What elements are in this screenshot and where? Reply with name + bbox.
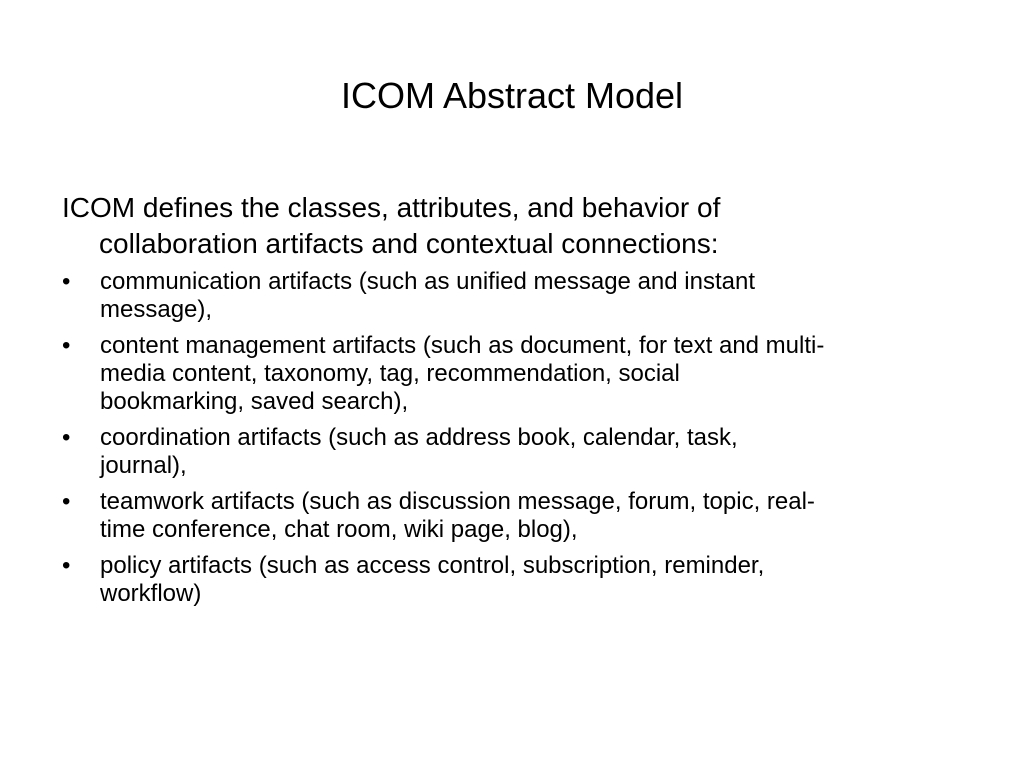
bullet-line: content management artifacts (such as document, for text and multi- [100,332,825,359]
bullet-item-policy-artifacts [0,552,1024,608]
bullet-line: teamwork artifacts (such as discussion message, forum, topic, real- [100,488,815,515]
bullet-line: journal), [100,452,187,479]
bullet-line: communication artifacts (such as unified message and instant [100,268,755,295]
bullet-line: message), [100,296,213,323]
bullet-text [100,332,1024,416]
bullet-marker: • [62,268,71,295]
bullet-text [100,424,1024,480]
bullet-item-communication-artifacts [0,268,1024,324]
bullet-marker: • [62,332,71,359]
bullet-list [0,268,1024,616]
bullet-line: media content, taxonomy, tag, recommendation, social [100,360,680,387]
bullet-item-coordination-artifacts [0,424,1024,480]
bullet-text [100,488,1024,544]
bullet-line: workflow) [100,580,202,607]
intro-paragraph [62,190,892,262]
bullet-marker: • [62,424,71,451]
bullet-item-content-management-artifacts [0,332,1024,416]
bullet-line: coordination artifacts (such as address book, calendar, task, [100,424,738,451]
slide-title: ICOM Abstract Model [340,75,684,116]
bullet-item-teamwork-artifacts [0,488,1024,544]
bullet-text [100,268,1024,324]
bullet-marker: • [62,488,71,515]
bullet-marker: • [62,552,71,579]
bullet-line: policy artifacts (such as access control, subscription, reminder, [100,552,765,579]
intro-line: ICOM defines the classes, attributes, and behavior of [62,192,721,223]
bullet-text [100,552,1024,608]
bullet-line: time conference, chat room, wiki page, blog), [100,516,578,543]
intro-line: collaboration artifacts and contextual connections: [99,228,719,259]
bullet-line: bookmarking, saved search), [100,388,409,415]
